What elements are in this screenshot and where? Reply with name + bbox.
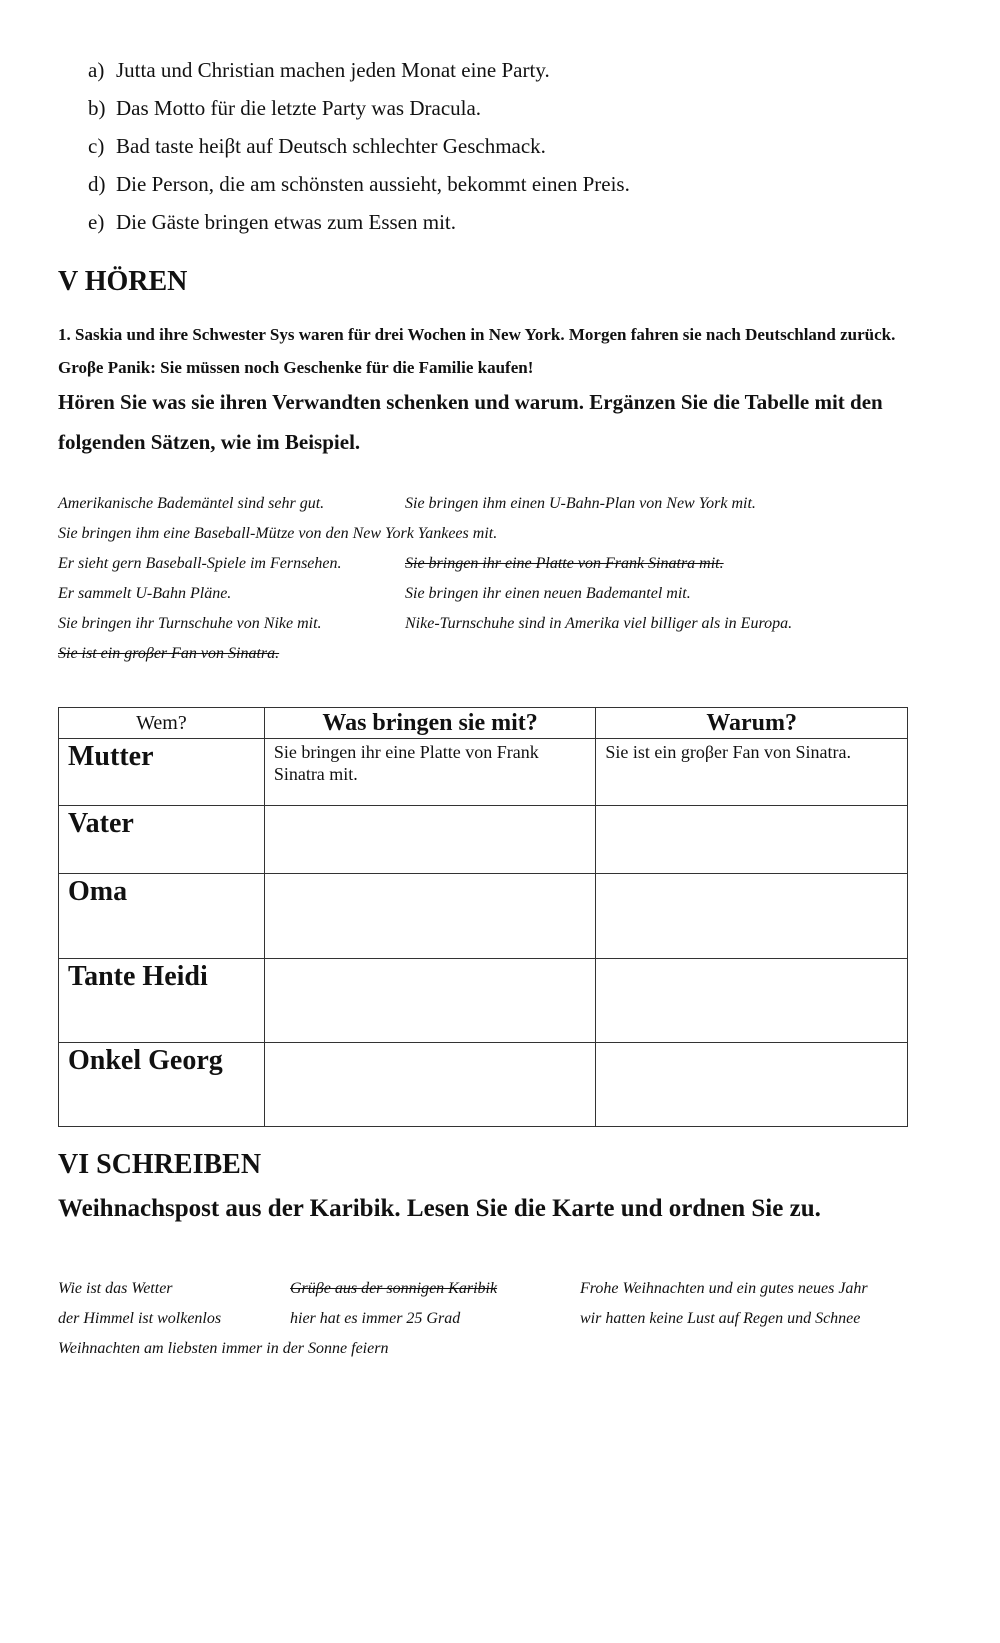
cell-what-text bbox=[265, 806, 596, 810]
cell-why[interactable] bbox=[596, 1043, 908, 1127]
cell-what[interactable] bbox=[264, 806, 596, 874]
cell-what-text: Sie bringen ihr eine Platte von Frank Sinatra mit. bbox=[273, 742, 539, 784]
card-phrase: Frohe Weihnachten und ein gutes neues Jahr bbox=[580, 1280, 868, 1297]
person-name: Tante Heidi bbox=[68, 961, 208, 992]
card-phrase: Wie ist das Wetter bbox=[58, 1280, 173, 1297]
statement-label: c) bbox=[88, 134, 105, 158]
statement-label: a) bbox=[88, 58, 105, 82]
statement-text: Das Motto für die letzte Party was Dracula. bbox=[116, 96, 482, 120]
cell-why[interactable] bbox=[596, 874, 908, 959]
cell-what[interactable] bbox=[264, 739, 596, 806]
person-name: Onkel Georg bbox=[68, 1045, 223, 1076]
table-row bbox=[59, 959, 908, 1043]
card-phrase: hier hat es immer 25 Grad bbox=[290, 1310, 461, 1327]
statement-label: b) bbox=[88, 96, 106, 120]
person-name: Oma bbox=[68, 876, 128, 907]
cell-why-text: Sie ist ein groβer Fan von Sinatra. bbox=[605, 742, 851, 762]
cell-why[interactable] bbox=[596, 959, 908, 1043]
phrase: Sie bringen ihr Turnschuhe von Nike mit. bbox=[58, 615, 322, 632]
cell-who bbox=[59, 806, 265, 874]
cell-why-text bbox=[596, 806, 907, 810]
cell-what[interactable] bbox=[264, 1043, 596, 1127]
phrase: Nike-Turnschuhe sind in Amerika viel billiger als in Europa. bbox=[405, 615, 793, 632]
phrase-struck: Sie bringen ihr eine Platte von Frank Sinatra mit. bbox=[405, 555, 724, 572]
section-title-schreiben: VI SCHREIBEN bbox=[58, 1149, 262, 1180]
phrase: Er sammelt U-Bahn Pläne. bbox=[58, 585, 232, 602]
card-phrase-struck: Grüβe aus der sonnigen Karibik bbox=[290, 1280, 498, 1297]
statement-b bbox=[88, 96, 481, 121]
cell-why[interactable] bbox=[596, 806, 908, 874]
card-phrase: wir hatten keine Lust auf Regen und Schnee bbox=[580, 1310, 861, 1327]
cell-why-text bbox=[596, 959, 907, 963]
phrase: Sie bringen ihm einen U-Bahn-Plan von New York mit. bbox=[405, 495, 756, 512]
table-row bbox=[59, 739, 908, 806]
cell-what[interactable] bbox=[264, 874, 596, 959]
header-warum: Warum? bbox=[596, 708, 908, 739]
phrase: Er sieht gern Baseball-Spiele im Fernsehen. bbox=[58, 555, 342, 572]
section-title-hoeren: V HÖREN bbox=[58, 266, 188, 297]
phrase: Amerikanische Bademäntel sind sehr gut. bbox=[58, 495, 325, 512]
statement-text: Bad taste heiβt auf Deutsch schlechter Geschmack. bbox=[116, 134, 546, 158]
cell-what-text bbox=[265, 1043, 596, 1047]
cell-why-text bbox=[596, 874, 907, 878]
header-wem: Wem? bbox=[59, 708, 265, 739]
statement-text: Die Gäste bringen etwas zum Essen mit. bbox=[116, 210, 456, 234]
table-row bbox=[59, 1043, 908, 1127]
cell-who bbox=[59, 739, 265, 806]
cell-why[interactable] bbox=[596, 739, 908, 806]
statement-a bbox=[88, 58, 550, 83]
table-row bbox=[59, 806, 908, 874]
cell-who bbox=[59, 874, 265, 959]
header-was: Was bringen sie mit? bbox=[264, 708, 596, 739]
statement-e bbox=[88, 210, 456, 235]
table-header-row bbox=[59, 708, 908, 739]
section-intro: 1. Saskia und ihre Schwester Sys waren für drei Wochen in New York. Morgen fahren sie nach Deutschland zurück. Groβe Panik: Sie müssen noch Geschenke für die Familie kaufen! bbox=[58, 325, 896, 377]
statement-label: e) bbox=[88, 210, 105, 234]
statement-c bbox=[88, 134, 546, 159]
cell-who bbox=[59, 1043, 265, 1127]
phrase-struck: Sie ist ein groβer Fan von Sinatra. bbox=[58, 645, 280, 662]
cell-what-text bbox=[265, 874, 596, 878]
statement-d bbox=[88, 172, 630, 197]
table-row bbox=[59, 874, 908, 959]
cell-why-text bbox=[596, 1043, 907, 1047]
cell-what-text bbox=[265, 959, 596, 963]
person-name: Mutter bbox=[68, 741, 154, 772]
section-task: Hören Sie was sie ihren Verwandten schenken und warum. Ergänzen Sie die Tabelle mit den folgenden Sätzen, wie im Beispiel. bbox=[58, 390, 883, 454]
phrase: Sie bringen ihm eine Baseball-Mütze von den New York Yankees mit. bbox=[58, 525, 498, 542]
gift-table bbox=[58, 707, 908, 1127]
statement-text: Jutta und Christian machen jeden Monat eine Party. bbox=[116, 58, 550, 82]
person-name: Vater bbox=[68, 808, 134, 839]
section-task-schreiben: Weihnachspost aus der Karibik. Lesen Sie die Karte und ordnen Sie zu. bbox=[58, 1195, 821, 1222]
phrase: Sie bringen ihr einen neuen Bademantel mit. bbox=[405, 585, 691, 602]
cell-what[interactable] bbox=[264, 959, 596, 1043]
cell-who bbox=[59, 959, 265, 1043]
card-phrase: der Himmel ist wolkenlos bbox=[58, 1310, 222, 1327]
statement-text: Die Person, die am schönsten aussieht, bekommt einen Preis. bbox=[116, 172, 630, 196]
card-phrase: Weihnachten am liebsten immer in der Sonne feiern bbox=[58, 1340, 389, 1357]
statement-label: d) bbox=[88, 172, 106, 196]
